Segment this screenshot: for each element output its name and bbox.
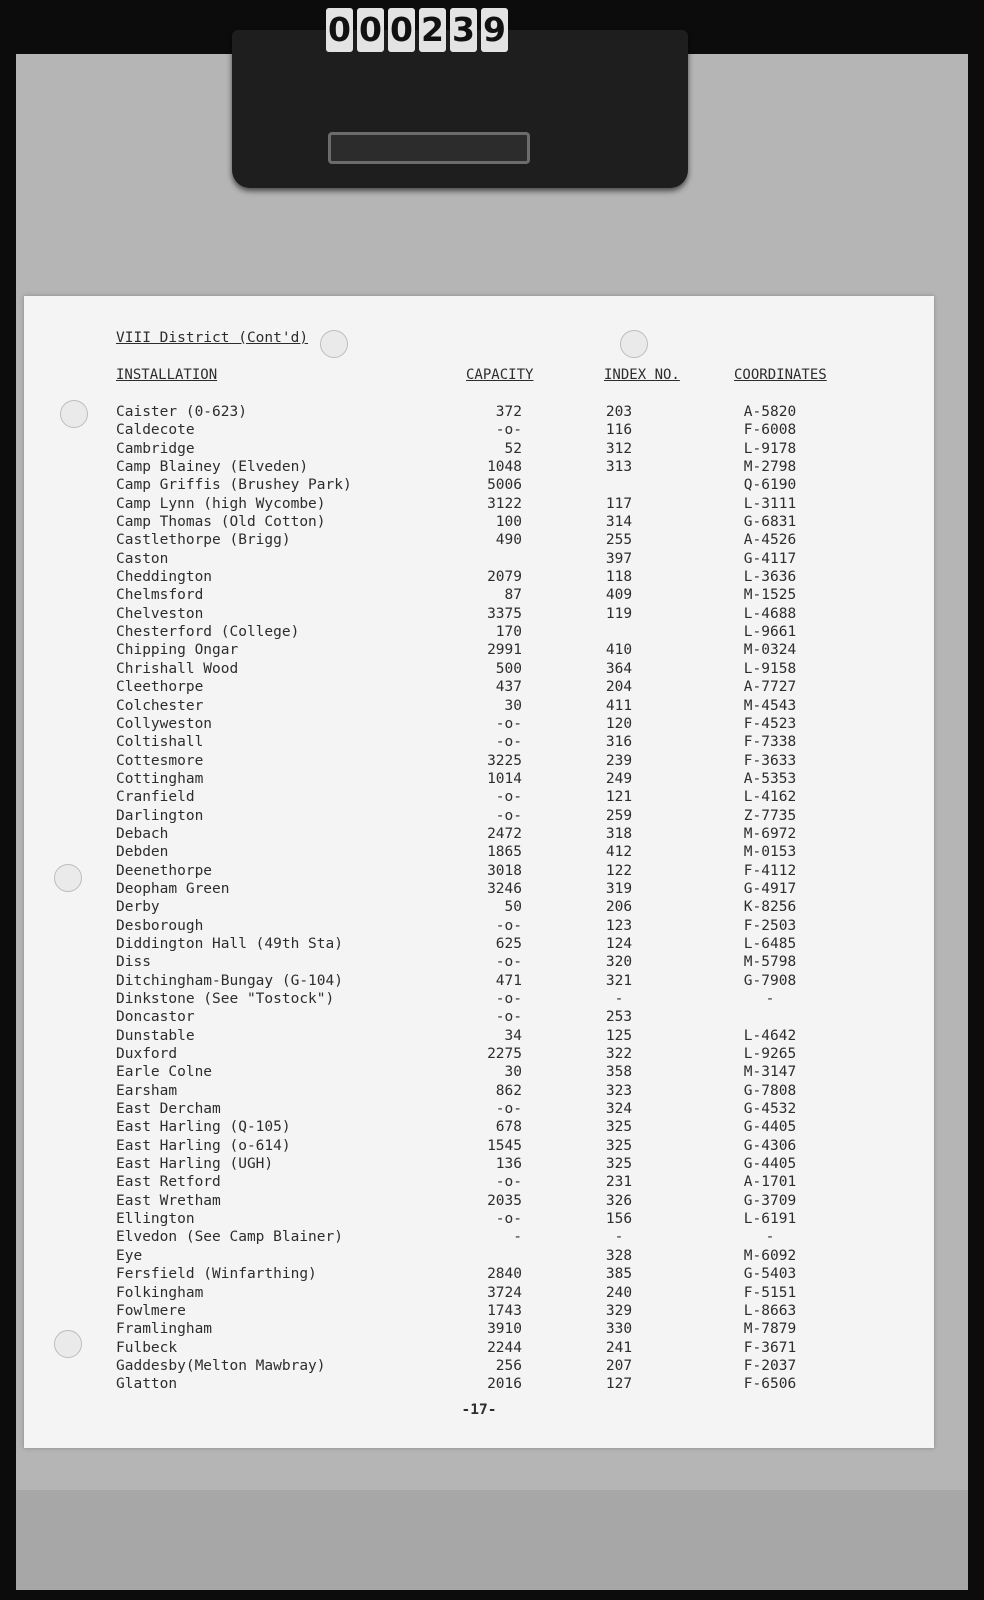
index-number: - — [614, 991, 624, 1007]
capacity-value: 52 — [504, 440, 522, 457]
district-heading: VIII District (Cont'd) — [116, 330, 309, 346]
table-row — [24, 440, 934, 458]
installation-name: Dinkstone (See "Tostock") — [116, 991, 335, 1007]
capacity-value: 3122 — [487, 495, 522, 512]
index-number: 259 — [605, 807, 633, 824]
index-number: 323 — [605, 1082, 633, 1099]
table-row — [24, 1357, 934, 1375]
table-row — [24, 1045, 934, 1063]
table-row — [24, 623, 934, 641]
index-number: 321 — [605, 972, 633, 989]
coordinates-value: Q-6190 — [743, 477, 797, 494]
capacity-value: 678 — [495, 1119, 522, 1136]
installation-name: Earsham — [116, 1082, 178, 1099]
coordinates-value: - — [765, 1229, 775, 1246]
installation-name: Chrishall Wood — [116, 660, 239, 677]
coordinates-value: L-4162 — [743, 789, 797, 806]
table-row — [24, 935, 934, 953]
index-number: 411 — [605, 697, 633, 714]
coordinates-value: F-4523 — [743, 715, 797, 732]
coordinates-value: M-5798 — [743, 954, 797, 971]
index-number: 253 — [605, 1009, 633, 1026]
punch-hole — [620, 330, 648, 358]
table-row — [24, 678, 934, 696]
table-row — [24, 1118, 934, 1136]
capacity-value: 437 — [495, 679, 522, 696]
capacity-value: 471 — [495, 972, 522, 989]
installation-name: Fersfield (Winfarthing) — [116, 1266, 317, 1283]
index-number: 124 — [605, 935, 633, 952]
installation-name: Darlington — [116, 807, 204, 824]
coordinates-value: A-5820 — [743, 404, 797, 420]
index-number: 318 — [605, 825, 633, 842]
table-row — [24, 788, 934, 806]
capacity-value: 500 — [495, 660, 522, 677]
installation-name: Camp Lynn (high Wycombe) — [116, 495, 326, 512]
index-number: 385 — [605, 1266, 633, 1283]
coordinates-value: M-6972 — [743, 825, 797, 842]
coordinates-value: G-4306 — [743, 1137, 797, 1154]
index-number: 127 — [605, 1376, 633, 1393]
counter-digit: 9 — [481, 8, 508, 52]
installation-name: Caston — [116, 550, 169, 567]
coordinates-value: F-3671 — [743, 1339, 797, 1356]
capacity-value: 136 — [495, 1156, 522, 1173]
capacity-value: -o- — [495, 954, 522, 971]
installation-name: Debach — [116, 825, 169, 842]
table-row — [24, 917, 934, 935]
index-number: 249 — [605, 770, 633, 787]
installation-name: Cheddington — [116, 569, 213, 586]
capacity-value: 3724 — [487, 1284, 522, 1301]
table-row — [24, 641, 934, 659]
capacity-value: 490 — [495, 532, 522, 549]
installation-name: Camp Thomas (Old Cotton) — [116, 514, 326, 531]
index-number: 121 — [605, 789, 633, 806]
index-number: 329 — [605, 1302, 633, 1319]
installation-name: Doncastor — [116, 1009, 195, 1026]
coordinates-value: G-4405 — [743, 1119, 797, 1136]
capacity-value: -o- — [495, 807, 522, 824]
installation-name: Eye — [116, 1247, 143, 1264]
installation-name: Dunstable — [116, 1027, 195, 1044]
capacity-value: 30 — [504, 697, 522, 714]
table-row — [24, 1247, 934, 1265]
index-number: 204 — [605, 679, 633, 696]
index-number: 319 — [605, 880, 633, 897]
capacity-value: 34 — [504, 1027, 522, 1044]
table-row — [24, 733, 934, 751]
installation-name: Fulbeck — [116, 1339, 178, 1356]
table-row — [24, 697, 934, 715]
capacity-value: - — [513, 1229, 522, 1246]
table-row — [24, 1192, 934, 1210]
coordinates-value: F-2503 — [743, 917, 797, 934]
coordinates-value: G-6831 — [743, 514, 797, 531]
installation-name: Earle Colne — [116, 1064, 213, 1081]
coordinates-value: G-7808 — [743, 1082, 797, 1099]
index-number: 410 — [605, 642, 633, 659]
coordinates-value: L-8663 — [743, 1302, 797, 1319]
capacity-value: 3375 — [487, 605, 522, 622]
capacity-value: 170 — [495, 624, 522, 641]
capacity-value: 2035 — [487, 1192, 522, 1209]
coordinates-value: A-1701 — [743, 1174, 797, 1191]
index-number: 322 — [605, 1046, 633, 1063]
table-row — [24, 458, 934, 476]
capacity-value: -o- — [495, 1101, 522, 1118]
index-number: 397 — [605, 550, 633, 567]
capacity-value: 1865 — [487, 844, 522, 861]
coordinates-value: M-2798 — [743, 459, 797, 476]
capacity-value: 1545 — [487, 1137, 522, 1154]
index-number: 412 — [605, 844, 633, 861]
index-number: 325 — [605, 1137, 633, 1154]
coordinates-value: A-7727 — [743, 679, 797, 696]
installation-name: Colchester — [116, 697, 204, 714]
table-row — [24, 1375, 934, 1393]
coordinates-value: K-8256 — [743, 899, 797, 916]
counter-digit: 0 — [388, 8, 415, 52]
index-number: 206 — [605, 899, 633, 916]
capacity-value: 3225 — [487, 752, 522, 769]
counter-digit: 0 — [357, 8, 384, 52]
installation-name: Fowlmere — [116, 1302, 186, 1319]
index-number: 255 — [605, 532, 633, 549]
coordinates-value: G-4917 — [743, 880, 797, 897]
installation-name: East Retford — [116, 1174, 221, 1191]
installation-name: Caldecote — [116, 422, 195, 439]
installation-name: Ditchingham-Bungay (G-104) — [116, 972, 343, 989]
index-number: - — [614, 1229, 624, 1246]
installation-name: Coltishall — [116, 734, 204, 751]
installation-name: Deopham Green — [116, 880, 230, 897]
capacity-value: 2991 — [487, 642, 522, 659]
table-row — [24, 421, 934, 439]
capacity-value: -o- — [495, 991, 522, 1007]
table-row — [24, 1027, 934, 1045]
coordinates-value: L-4688 — [743, 605, 797, 622]
index-number: 231 — [605, 1174, 633, 1191]
capacity-value: 5006 — [487, 477, 522, 494]
capacity-value: -o- — [495, 422, 522, 439]
clipboard-bottom-edge — [16, 1490, 968, 1590]
installation-name: Camp Blainey (Elveden) — [116, 459, 309, 476]
index-number: 409 — [605, 587, 633, 604]
counter-digit: 2 — [419, 8, 446, 52]
index-number: 118 — [605, 569, 633, 586]
table-row — [24, 476, 934, 494]
table-row — [24, 605, 934, 623]
index-number: 364 — [605, 660, 633, 677]
installation-name: Castlethorpe (Brigg) — [116, 532, 291, 549]
capacity-value: -o- — [495, 1174, 522, 1191]
coordinates-value: F-7338 — [743, 734, 797, 751]
installation-name: Cottingham — [116, 770, 204, 787]
table-row — [24, 1228, 934, 1246]
installation-name: Framlingham — [116, 1321, 213, 1338]
coordinates-value: M-0153 — [743, 844, 797, 861]
installation-name: Duxford — [116, 1046, 178, 1063]
table-row — [24, 1173, 934, 1191]
coordinates-value: - — [765, 991, 775, 1007]
table-row — [24, 1302, 934, 1320]
table-row — [24, 531, 934, 549]
installation-name: Cottesmore — [116, 752, 204, 769]
index-number: 326 — [605, 1192, 633, 1209]
coordinates-value: A-4526 — [743, 532, 797, 549]
coordinates-value: L-9178 — [743, 440, 797, 457]
frame-counter — [326, 8, 508, 52]
coordinates-value: L-3111 — [743, 495, 797, 512]
capacity-value: -o- — [495, 1009, 522, 1026]
capacity-value: 50 — [504, 899, 522, 916]
index-number: 156 — [605, 1211, 633, 1228]
table-row — [24, 953, 934, 971]
capacity-value: 3246 — [487, 880, 522, 897]
table-row — [24, 513, 934, 531]
capacity-value: -o- — [495, 1211, 522, 1228]
coordinates-value: M-3147 — [743, 1064, 797, 1081]
table-row — [24, 403, 934, 421]
index-number: 122 — [605, 862, 633, 879]
coordinates-value: G-5403 — [743, 1266, 797, 1283]
index-number: 116 — [605, 422, 633, 439]
installation-name: East Harling (o-614) — [116, 1137, 291, 1154]
coordinates-value: F-2037 — [743, 1357, 797, 1374]
document-page — [24, 296, 934, 1448]
index-number: 207 — [605, 1357, 633, 1374]
table-row — [24, 843, 934, 861]
table-row — [24, 1265, 934, 1283]
table-row — [24, 990, 934, 1008]
table-row — [24, 1339, 934, 1357]
installation-name: Derby — [116, 899, 160, 916]
table-row — [24, 586, 934, 604]
counter-digit: 3 — [450, 8, 477, 52]
installation-name: East Harling (UGH) — [116, 1156, 274, 1173]
table-row — [24, 1082, 934, 1100]
installation-name: Chelveston — [116, 605, 204, 622]
capacity-value: 3018 — [487, 862, 522, 879]
table-row — [24, 1137, 934, 1155]
capacity-value: 862 — [495, 1082, 522, 1099]
table-row — [24, 862, 934, 880]
installation-name: Cambridge — [116, 440, 195, 457]
column-header-capacity: CAPACITY — [466, 367, 534, 383]
coordinates-value: L-3636 — [743, 569, 797, 586]
coordinates-value: M-7879 — [743, 1321, 797, 1338]
installation-name: Gaddesby(Melton Mawbray) — [116, 1357, 326, 1374]
capacity-value: 2472 — [487, 825, 522, 842]
counter-digit: 0 — [326, 8, 353, 52]
table-row — [24, 660, 934, 678]
index-number: 203 — [605, 404, 633, 420]
installation-name: Chesterford (College) — [116, 624, 300, 641]
coordinates-value: F-6008 — [743, 422, 797, 439]
installation-name: Elvedon (See Camp Blainer) — [116, 1229, 343, 1246]
coordinates-value: F-5151 — [743, 1284, 797, 1301]
capacity-value: -o- — [495, 734, 522, 751]
coordinates-value: G-4532 — [743, 1101, 797, 1118]
table-row — [24, 972, 934, 990]
capacity-value: 1014 — [487, 770, 522, 787]
capacity-value: 1743 — [487, 1302, 522, 1319]
coordinates-value: L-6485 — [743, 935, 797, 952]
table-row — [24, 1284, 934, 1302]
capacity-value: 100 — [495, 514, 522, 531]
coordinates-value: L-9661 — [743, 624, 797, 641]
index-number: 328 — [605, 1247, 633, 1264]
column-header-installation: INSTALLATION — [116, 367, 218, 383]
installation-name: Collyweston — [116, 715, 213, 732]
table-row — [24, 880, 934, 898]
coordinates-value: F-3633 — [743, 752, 797, 769]
coordinates-value: F-4112 — [743, 862, 797, 879]
index-number: 325 — [605, 1119, 633, 1136]
capacity-value: -o- — [495, 789, 522, 806]
table-row — [24, 770, 934, 788]
table-row — [24, 825, 934, 843]
capacity-value: 87 — [504, 587, 522, 604]
capacity-value: -o- — [495, 715, 522, 732]
installation-name: Camp Griffis (Brushey Park) — [116, 477, 352, 494]
coordinates-value: L-4642 — [743, 1027, 797, 1044]
table-row — [24, 752, 934, 770]
coordinates-value: M-6092 — [743, 1247, 797, 1264]
coordinates-value: A-5353 — [743, 770, 797, 787]
installation-name: East Dercham — [116, 1101, 221, 1118]
installation-name: Cranfield — [116, 789, 195, 806]
punch-hole — [320, 330, 348, 358]
installation-name: Glatton — [116, 1376, 178, 1393]
installation-table — [24, 403, 934, 1394]
index-number: 241 — [605, 1339, 633, 1356]
installation-name: Chelmsford — [116, 587, 204, 604]
capacity-value: 2275 — [487, 1046, 522, 1063]
index-number: 330 — [605, 1321, 633, 1338]
column-header-index: INDEX NO. — [604, 367, 680, 383]
coordinates-value: M-4543 — [743, 697, 797, 714]
capacity-value: 256 — [495, 1357, 522, 1374]
installation-name: Desborough — [116, 917, 204, 934]
clipboard-clip — [232, 30, 688, 188]
capacity-value: 2079 — [487, 569, 522, 586]
table-row — [24, 1155, 934, 1173]
index-number: 325 — [605, 1156, 633, 1173]
table-row — [24, 715, 934, 733]
capacity-value: 2016 — [487, 1376, 522, 1393]
table-row — [24, 1100, 934, 1118]
index-number: 314 — [605, 514, 633, 531]
capacity-value: 30 — [504, 1064, 522, 1081]
index-number: 312 — [605, 440, 633, 457]
installation-name: Ellington — [116, 1211, 195, 1228]
capacity-value: 372 — [495, 404, 522, 420]
table-row — [24, 1008, 934, 1026]
coordinates-value: L-9265 — [743, 1046, 797, 1063]
installation-name: Folkingham — [116, 1284, 204, 1301]
coordinates-value: L-6191 — [743, 1211, 797, 1228]
capacity-value: 3910 — [487, 1321, 522, 1338]
index-number: 324 — [605, 1101, 633, 1118]
index-number: 320 — [605, 954, 633, 971]
index-number: 119 — [605, 605, 633, 622]
coordinates-value: G-4117 — [743, 550, 797, 567]
installation-name: East Wretham — [116, 1192, 221, 1209]
table-row — [24, 495, 934, 513]
capacity-value: 2840 — [487, 1266, 522, 1283]
index-number: 123 — [605, 917, 633, 934]
column-header-coordinates: COORDINATES — [734, 367, 827, 383]
index-number: 117 — [605, 495, 633, 512]
installation-name: Diss — [116, 954, 151, 971]
index-number: 240 — [605, 1284, 633, 1301]
capacity-value: 2244 — [487, 1339, 522, 1356]
coordinates-value: M-0324 — [743, 642, 797, 659]
index-number: 316 — [605, 734, 633, 751]
capacity-value: 1048 — [487, 459, 522, 476]
table-row — [24, 550, 934, 568]
coordinates-value: M-1525 — [743, 587, 797, 604]
installation-name: Deenethorpe — [116, 862, 213, 879]
clip-lever — [328, 132, 530, 164]
installation-name: Debden — [116, 844, 169, 861]
coordinates-value: L-9158 — [743, 660, 797, 677]
table-row — [24, 1063, 934, 1081]
installation-name: East Harling (Q-105) — [116, 1119, 291, 1136]
table-row — [24, 898, 934, 916]
installation-name: Cleethorpe — [116, 679, 204, 696]
index-number: 120 — [605, 715, 633, 732]
coordinates-value: G-7908 — [743, 972, 797, 989]
installation-name: Diddington Hall (49th Sta) — [116, 935, 343, 952]
installation-name: Caister (0-623) — [116, 404, 247, 420]
coordinates-value: F-6506 — [743, 1376, 797, 1393]
coordinates-value: G-4405 — [743, 1156, 797, 1173]
table-row — [24, 1210, 934, 1228]
index-number: 313 — [605, 459, 633, 476]
coordinates-value: Z-7735 — [743, 807, 797, 824]
table-row — [24, 807, 934, 825]
index-number: 358 — [605, 1064, 633, 1081]
installation-name: Chipping Ongar — [116, 642, 239, 659]
capacity-value: 625 — [495, 935, 522, 952]
index-number: 239 — [605, 752, 633, 769]
table-row — [24, 568, 934, 586]
page-number: -17- — [461, 1402, 497, 1418]
capacity-value: -o- — [495, 917, 522, 934]
coordinates-value: G-3709 — [743, 1192, 797, 1209]
index-number: 125 — [605, 1027, 633, 1044]
table-row — [24, 1320, 934, 1338]
